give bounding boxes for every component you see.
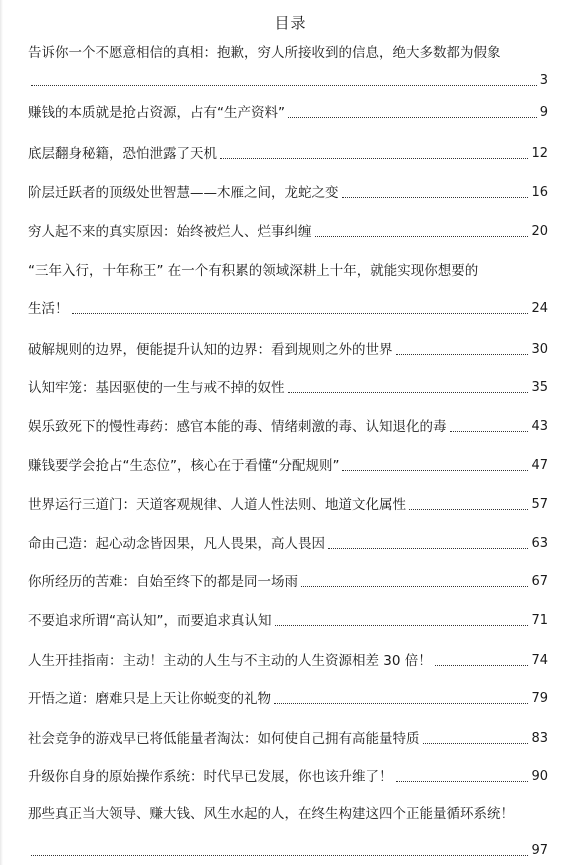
- page-number: 79: [531, 691, 548, 706]
- entry-title: 升级你自身的原始操作系统：时代早已发展，你也该升维了！: [28, 769, 393, 785]
- entry-title: 娱乐致死下的慢性毒药：感官本能的毒、情绪刺激的毒、认知退化的毒: [28, 419, 447, 435]
- toc-entry[interactable]: [28, 416, 548, 436]
- entry-title: 社会竞争的游戏早已将低能量者淘汰：如何使自己拥有高能量特质: [28, 731, 420, 747]
- toc-entry-1-text[interactable]: 告诉你一个不愿意相信的真相：抱歉，穷人所接收到的信息，绝大多数都为假象: [28, 45, 501, 61]
- dot-leader: [31, 854, 528, 856]
- entry-title: 赚钱要学会抢占“生态位”，核心在于看懂“分配规则”: [28, 458, 340, 474]
- entry-title: 开悟之道：磨难只是上天让你蜕变的礼物: [28, 691, 271, 707]
- page-number: 83: [531, 731, 548, 746]
- page-number: 35: [531, 380, 548, 395]
- toc-entry[interactable]: [28, 102, 548, 122]
- page-number: 24: [531, 301, 548, 316]
- page-number: 20: [531, 224, 548, 239]
- toc-entry[interactable]: [28, 377, 548, 397]
- toc-entry[interactable]: [28, 650, 548, 670]
- page-number: 3: [539, 73, 548, 88]
- entry-title: 不要追求所谓“高认知”，而要追求真认知: [28, 613, 272, 629]
- toc-entry[interactable]: [28, 339, 548, 359]
- dot-leader: [288, 116, 537, 118]
- toc-entry[interactable]: [28, 221, 548, 241]
- dot-leader: [396, 353, 529, 355]
- entry-title: 阶层迁跃者的顶级处世智慧——木雁之间，龙蛇之变: [28, 185, 339, 201]
- toc-entry[interactable]: [28, 688, 548, 708]
- toc-entry[interactable]: [28, 143, 548, 163]
- page-number: 74: [531, 653, 548, 668]
- entry-title: 底层翻身秘籍，恐怕泄露了天机: [28, 146, 217, 162]
- page-number: 9: [539, 105, 548, 120]
- dot-leader: [274, 702, 528, 704]
- dot-leader: [409, 508, 528, 510]
- page-number: 67: [531, 574, 548, 589]
- dot-leader: [342, 196, 529, 198]
- dot-leader: [423, 742, 529, 744]
- entry-title: 世界运行三道门：天道客观规律、人道人性法则、地道文化属性: [28, 497, 406, 513]
- dot-leader: [288, 391, 529, 393]
- dot-leader: [31, 84, 537, 86]
- page-number: 63: [531, 536, 548, 551]
- page-number: 43: [531, 419, 548, 434]
- toc-entry-1-leader-row[interactable]: [28, 70, 548, 90]
- toc-entry[interactable]: [28, 766, 548, 786]
- dot-leader: [72, 312, 529, 314]
- toc-entry-19-text[interactable]: 那些真正当大领导、赚大钱、风生水起的人，在终生构建这四个正能量循环系统！: [28, 806, 514, 822]
- toc-entry-6-text[interactable]: “三年入行，十年称王” 在一个有积累的领域深耕上十年，就能实现你想要的: [28, 263, 479, 279]
- page-number: 12: [531, 146, 548, 161]
- toc-entry[interactable]: [28, 728, 548, 748]
- page-number: 97: [531, 843, 548, 858]
- toc-title: 目录: [274, 14, 307, 32]
- dot-leader: [450, 430, 529, 432]
- dot-leader: [275, 624, 529, 626]
- toc-entry[interactable]: [28, 298, 548, 318]
- page-number: 16: [531, 185, 548, 200]
- dot-leader: [220, 157, 528, 159]
- entry-title: 生活！: [28, 301, 69, 317]
- entry-title: 破解规则的边界，便能提升认知的边界：看到规则之外的世界: [28, 342, 393, 358]
- entry-title: 赚钱的本质就是抢占资源，占有“生产资料”: [28, 105, 285, 121]
- toc-entry[interactable]: [28, 182, 548, 202]
- toc-entry-19-leader-row[interactable]: [28, 840, 548, 860]
- entry-title: 穷人起不来的真实原因：始终被烂人、烂事纠缠: [28, 224, 312, 240]
- toc-entry[interactable]: [28, 610, 548, 630]
- dot-leader: [435, 664, 529, 666]
- page-number: 57: [531, 497, 548, 512]
- page-number: 71: [531, 613, 548, 628]
- toc-entry[interactable]: [28, 455, 548, 475]
- toc-entry[interactable]: [28, 533, 548, 553]
- dot-leader: [396, 780, 529, 782]
- entry-title: 你所经历的苦难：自始至终下的都是同一场雨: [28, 574, 298, 590]
- page-edge-shadow: [0, 0, 3, 865]
- dot-leader: [342, 469, 528, 471]
- page-number: 30: [531, 342, 548, 357]
- page-number: 47: [531, 458, 548, 473]
- dot-leader: [328, 547, 528, 549]
- page-number: 90: [531, 769, 548, 784]
- toc-entry[interactable]: [28, 571, 548, 591]
- dot-leader: [315, 235, 529, 237]
- entry-title: 人生开挂指南：主动！主动的人生与不主动的人生资源相差 30 倍！: [28, 653, 432, 669]
- entry-title: 命由己造：起心动念皆因果，凡人畏果，高人畏因: [28, 536, 325, 552]
- dot-leader: [301, 585, 528, 587]
- toc-entry[interactable]: [28, 494, 548, 514]
- entry-title: 认知牢笼：基因驱使的一生与戒不掉的奴性: [28, 380, 285, 396]
